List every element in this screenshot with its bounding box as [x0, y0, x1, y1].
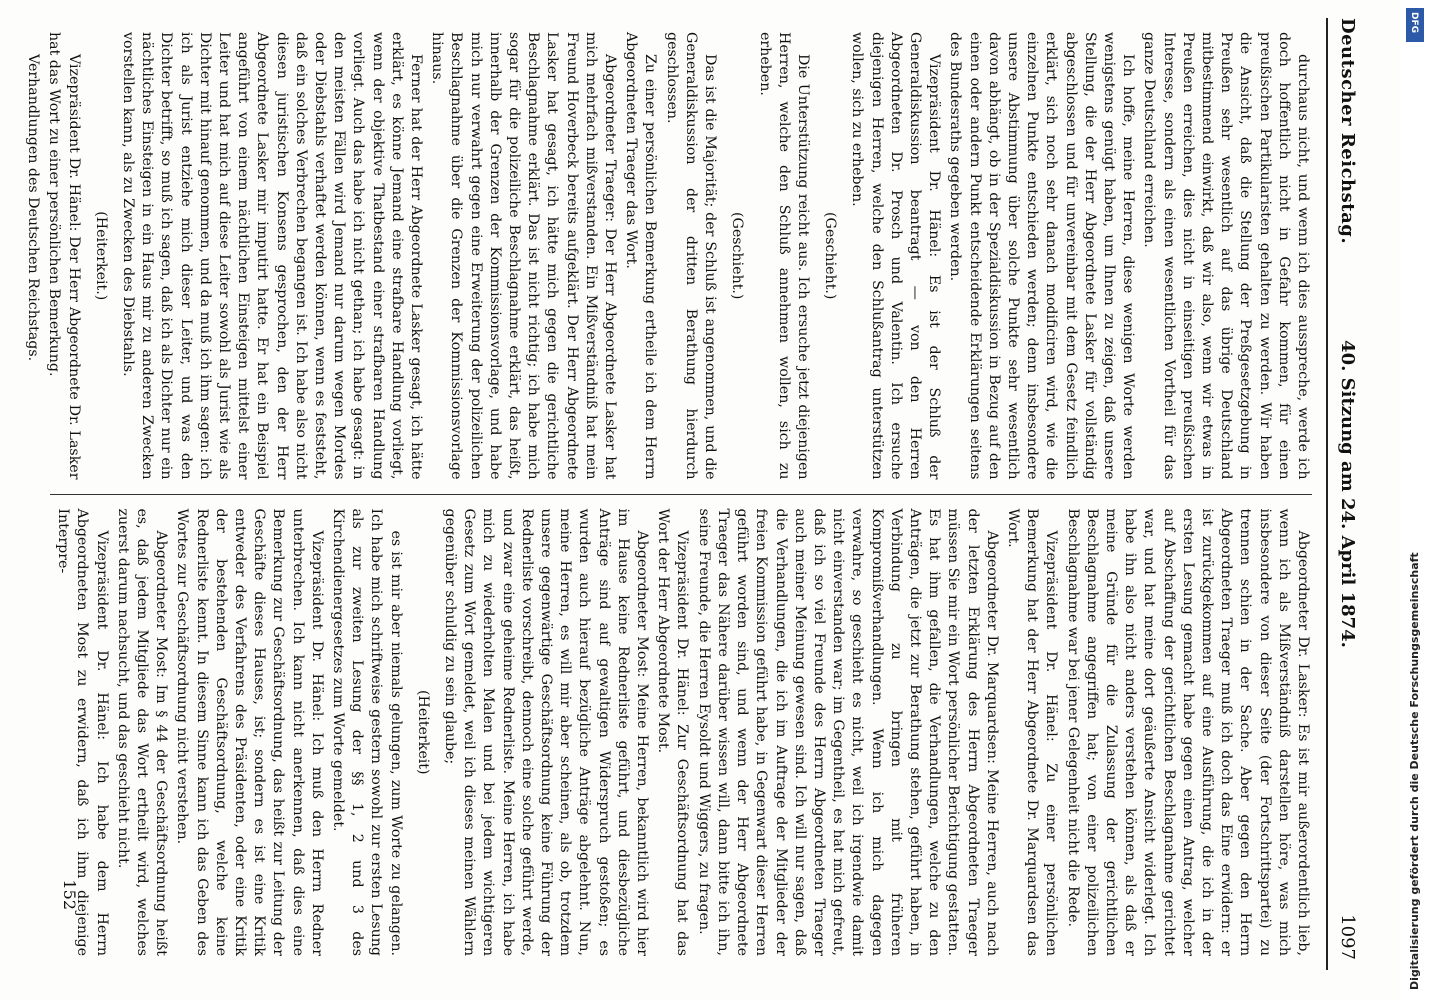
- dfg-logo: [1406, 8, 1424, 42]
- paragraph: Vizepräsident Dr. Hänel: Es ist der Schluß der Generaldiskussion beantragt — von den Herren Abgeordneten Dr. Prosch und Valentin. Ich ersuche diejenigen Herren, welche den Schlußantrag unterstützen wollen, sich zu erheben.: [849, 32, 943, 480]
- paragraph: Abgeordneter Dr. Marquardsen: Meine Herren, auch nach der letzten Erklärung des Herrn Abgeordneten Traeger müssen Sie mir ein Wort persönlicher Berichtigung gestatten. Es hat ihm gefallen, die Verhandlungen, welche zu den Anträgen, die jetzt zur Berathung stehen, geführt haben, in Verbindung zu bringen mit früheren Kompromißverhandlungen. Wenn ich mich dagegen verwahre, so geschieht es nicht, weil ich irgendwie damit nicht einverstanden war; im Gegentheil, es hat mich gefreut, daß ich so viel Freunde des Herrn Abgeordneten Traeger auch meiner Meinung gewesen sind. Ich will nur sagen, daß die Verhandlungen, die ich im Auftrage der Mitglieder der freien Kommission geführt habe, in Gegenwart dieser Herren geführt worden sind, und wenn der Herr Abgeordnete Traeger das Nähere darüber wissen will, dann bitte ich ihn, seine Freunde, die Herren Eysoldt und Wiggers, zu fragen.: [695, 508, 1000, 956]
- paragraph: Das ist die Majorität; der Schluß ist angenommen, und die Generaldiskussion der dritten Berathung hierdurch geschlossen.: [663, 32, 719, 480]
- paragraph: Ferner hat der Herr Abgeordnete Lasker gesagt, ich hätte erklärt, es könne Jemand eine strafbare Handlung vorliegt, wenn der objektive Thatbestand einer strafbaren Handlung vorliegt. Auch das habe ich nicht gethan; ich habe gesagt: in den meisten Fällen wird Jemand nur darum wegen Mordes oder Diebstahls verhaftet werden können, wenn es feststeht, daß ein solches Verbrechen begangen ist. Ich habe also nicht diesen juristischen Konsens gesprochen, den der Herr Abgeordnete Lasker mir imputirt hatte. Er hat ein Beispiel angeführt von einem nächtlichen Einsteigen mittelst einer Leiter und hat mich auf diese Leiter sowohl als Jurist wie als Dichter mit hinauf genommen, und da muß ich ihm sagen: ich ich als Jurist entziehe mich dieser Leiter, und was den Dichter betrifft, so muß ich sagen, daß ich als Dichter nur ein nächtliches Einsteigen in ein Haus mir zu anderen Zwecken vorstellen kann, als zu Zwecken des Diebstahls.: [120, 32, 425, 480]
- paragraph: Vizepräsident Dr. Hänel: Zu einer persönlichen Bemerkung hat der Herr Abgeordnete Dr. Marquardsen das Wort.: [1004, 508, 1060, 956]
- paragraph: Zu einer persönlichen Bemerkung ertheile ich dem Herrn Abgeordneten Traeger das Wort.: [623, 32, 659, 480]
- paragraph: Abgeordneter Dr. Lasker: Es ist mir außerordentlich lieb, wenn ich als Mißverständniß darstellen höre, was mich insbesondere von dieser Seite (der Fortschrittspartei) zu trennen schien in der Sache. Aber gegen den Herrn Abgeordneten Traeger muß ich doch das Eine erwidern: er ist zurückgekommen auf eine Ausführung, die ich in der ersten Lesung gemacht habe gegen einen Antrag, welcher auf Abschaffung der gerichtlichen Beschlagnahme gerichtet war, und hat meine dort geäußerte Ansicht widerlegt. Ich habe ihn also nicht anders verstehen können, als daß er meine Gründe für die Zulassung der gerichtlichen Beschlagnahme angegriffen hat; von einer polizeilichen Beschlagnahme war bei jener Gelegenheit nicht die Rede.: [1064, 508, 1311, 956]
- paragraph: es ist mir aber niemals gelungen, zum Worte zu gelangen. Ich habe mich schriftweise gestern sowohl zur ersten Lesung als zur zweiten Lesung der §§ 1, 2 und 3 des Kirchendienergesetzes zum Worte gemeldet.: [330, 508, 404, 956]
- dfg-logo-text: DFG: [1409, 12, 1419, 34]
- paragraph: durchaus nicht, und wenn ich dies ausspreche, werde ich doch hoffentlich nicht in Gefahr kommen, für einen preußischen Partikularisten gehalten zu werden. Wir haben die Ansicht, daß die Stellung der Preßgesetzgebung in Preußen sehr wesentlich auf das übrige Deutschland mitbestimmend einwirkt, daß wir also, wenn wir etwas in Preußen erreichen, dies nicht in einseitigen preußischen Interesse, sondern als einen wesentlichen Vortheil für das ganze Deutschland erreichen.: [1141, 32, 1311, 480]
- column-left: [25, 18, 1312, 494]
- paragraph: Abgeordneter Most: Meine Herren, bekanntlich wird hier im Hause keine Rednerliste geführt, und diesbezügliche Anträge sind auf gewaltigen Widerspruch gestoßen; es wurden auch hierauf bezügliche Anträge abgelehnt. Nun, meine Herren, es will mir aber scheinen, als ob, trotzdem unsere gegenwärtige Geschäftsordnung keine Führung der Rednerliste vorschreibt, dennoch eine solche geführt werde, und zwar eine geheime Rednerliste. Meine Herren, ich habe mich zu wiederholten Malen und bei jedem wichtigeren Gesetz zum Wort gemeldet, weil ich dieses meinen Wählern gegenüber schuldig zu sein glaube;: [442, 508, 651, 956]
- paragraph: (Heiterkeit): [414, 690, 431, 775]
- paragraph: Vizepräsident Dr. Hänel: Ich muß den Herrn Redner unterbrechen. Ich kann nicht anerkennen, daß dies eine Bemerkung zur Geschäftsordnung, das heißt zur Leitung der Geschäfte dieses Hauses, ist; sondern es ist eine Kritik entweder des Verfahrens des Präsidenten, oder eine Kritik der bestehenden Geschäftsordnung, welche keine Rednerliste kennt. In diesem Sinne kann ich das Geben des Wortes zur Geschäftsordnung nicht verstehen.: [174, 508, 325, 956]
- paragraph: Vizepräsident Dr. Hänel: Der Herr Abgeordnete Dr. Lasker hat das Wort zu einer persönlichen Bemerkung.: [46, 32, 82, 480]
- text-columns: [25, 18, 1312, 970]
- paragraph: Die Unterstützung reicht aus. Ich ersuche jetzt diejenigen Herren, welche den Schluß annehmen wollen, sich zu erheben.: [756, 32, 811, 480]
- digitization-strip: [1400, 0, 1432, 1000]
- paragraph: (Heiterkeit.): [92, 211, 109, 301]
- digitization-note: Digitalisierung gefördert durch die Deutsche Forschungsgemeinschaft: [1408, 552, 1421, 990]
- page-body: [25, 18, 1382, 970]
- paragraph: Vizepräsident Dr. Hänel: Ich habe dem Herrn Abgeordneten Most zu erwidern, daß ich ihm diejenige Interpre-: [55, 508, 110, 956]
- header-session: 40. Sitzung am 24. April 1874.: [1337, 340, 1358, 648]
- paragraph: Ich hoffe, meine Herren, diese wenigen Worte werden wenigstens genügt haben, um Ihnen zu zeigen, daß unsere Stellung, die der Herr Abgeordnete Lasker für vollständig abgeschlossen und für unvereinbar mit dem Gesetz feindlich erklärt, sich noch sehr danach modificiren wird, wie die einzelnen Punkte entschieden werden; denn insbesondere unsere Abstimmung über solche Punkte sehr wesentlich davon abhängt, ob in der Spezialdiskussion in Bezug auf den einen oder andern Punkt entscheidende Erklärungen seitens des Bundesraths gegeben werden.: [947, 32, 1137, 480]
- page-header: [1326, 18, 1358, 970]
- paragraph: (Geschieht.): [729, 212, 746, 300]
- column-right: [50, 495, 1312, 971]
- paragraph: Verhandlungen des Deutschen Reichstags.: [25, 54, 42, 362]
- paragraph: (Geschieht.): [822, 212, 839, 300]
- paragraph: Vizepräsident Dr. Hänel: Zur Geschäftsordnung hat das Wort der Herr Abgeordnete Most.: [655, 508, 691, 956]
- page-number: 1097: [1337, 914, 1358, 960]
- paragraph: Abgeordneter Most: Im § 44 der Geschäftsordnung heißt es, daß jedem Mitgliede das Wort ertheilt wird, welches zuerst darum nachsucht, und das geschieht nicht.: [114, 508, 170, 956]
- sheet-signature: 152: [60, 879, 79, 910]
- paragraph: Abgeordneter Traeger: Der Herr Abgeordnete Lasker hat mich mehrfach mißverstanden. Ein Mißverständniß hat mein Freund Hoverbeck bereits aufgeklärt. Der Herr Abgeordnete Lasker hat gesagt, ich hätte mich gegen die gerichtliche Beschlagnahme erklärt. Das ist nicht richtig; ich habe mich sogar für die polizeiliche Beschlagnahme erklärt, das heißt, innerhalb der Grenzen der Kommissionsvorlage, und habe mich nur verwahrt gegen eine Erweiterung der polizeilichen Beschlagnahme über die Grenzen der Kommissionsvorlage hinaus.: [429, 32, 619, 480]
- header-publication: Deutscher Reichstag.: [1337, 18, 1358, 245]
